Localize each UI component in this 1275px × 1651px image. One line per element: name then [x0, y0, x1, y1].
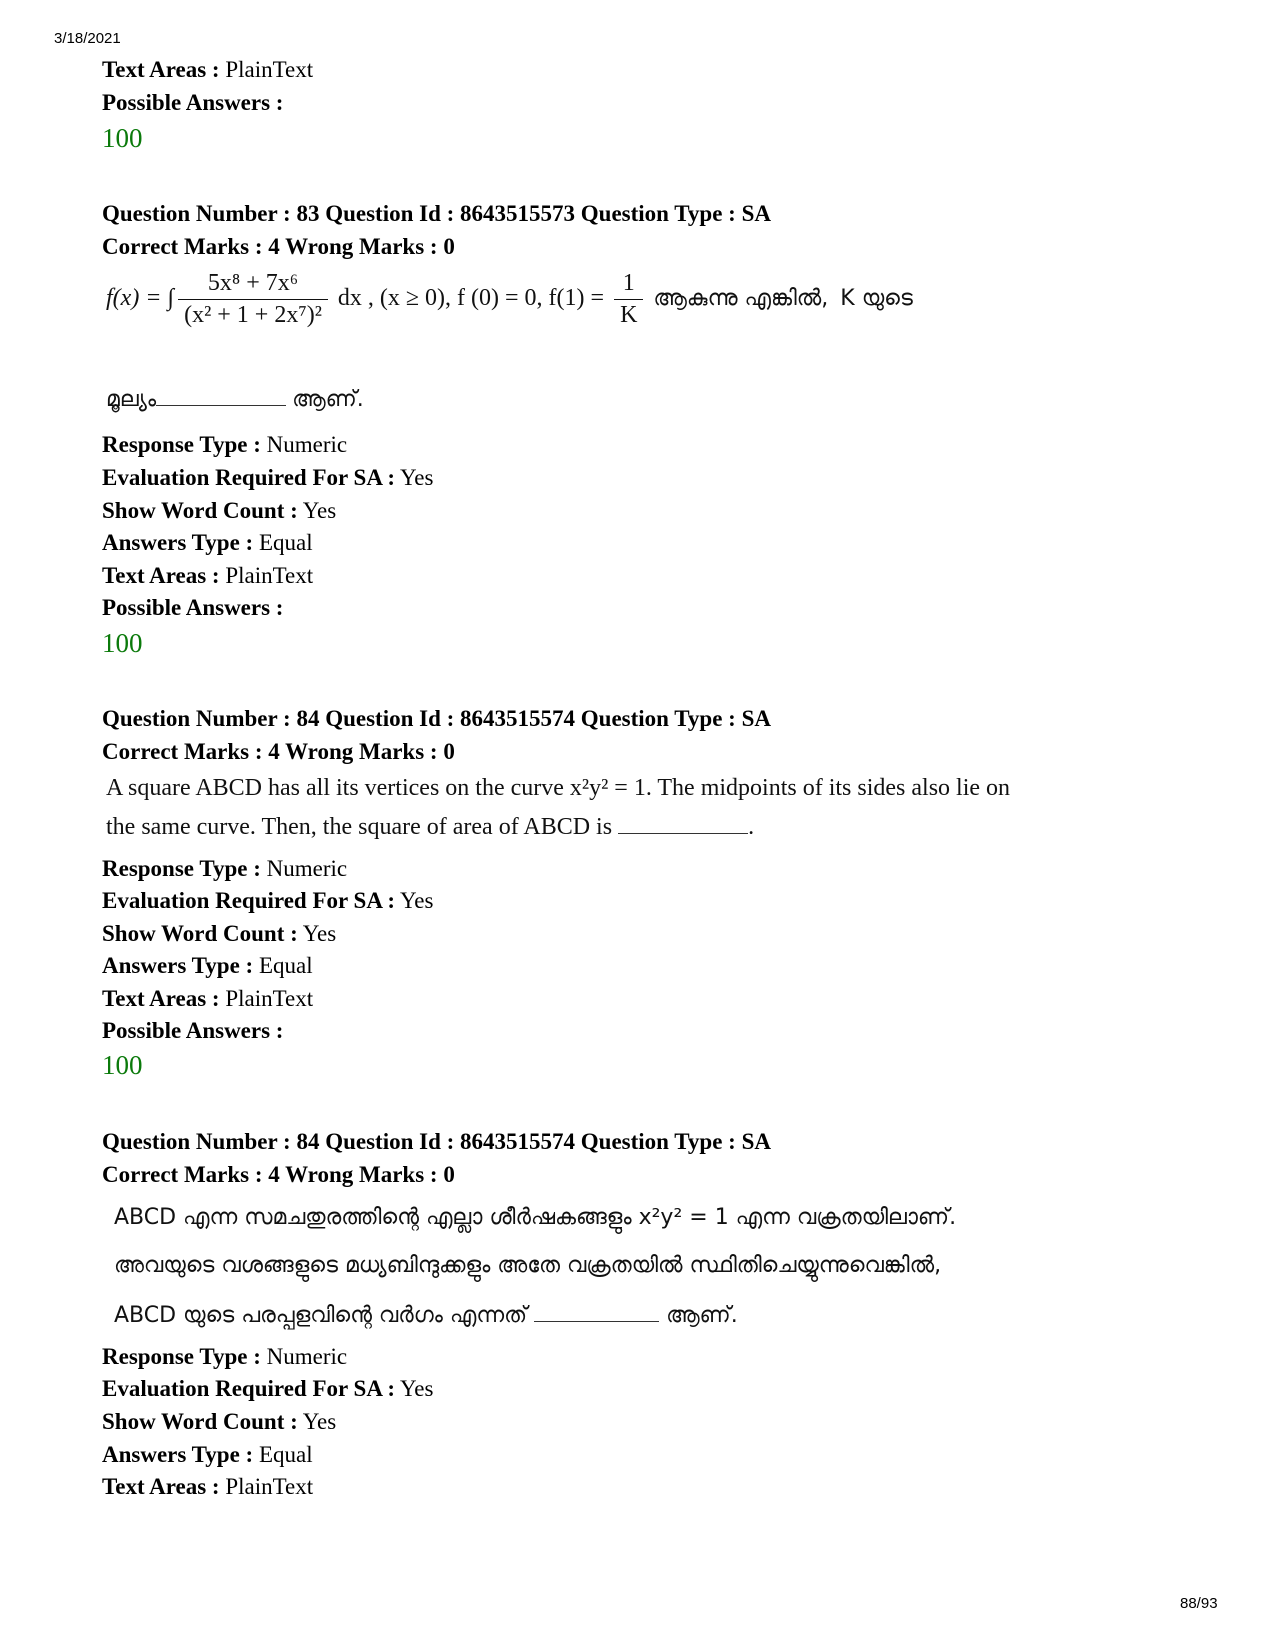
- value: PlainText: [225, 1474, 314, 1499]
- top-text-areas-row: [102, 56, 313, 84]
- q83-k-text: K യുടെ: [840, 286, 913, 312]
- q83-eval-required: [102, 464, 433, 492]
- q84b-line3-row: [114, 1301, 738, 1328]
- q83-ml-tail: ആകുന്നു എങ്കിൽ,: [653, 286, 829, 312]
- q84b-eval-required: [102, 1375, 433, 1403]
- q84a-possible-answer: 100: [102, 1050, 143, 1080]
- q84a-line1: A square ABCD has all its vertices on the curve x²y² = 1. The midpoints of its sides also lie on: [106, 775, 1011, 801]
- q84b-line3-b: ആണ്.: [666, 1303, 738, 1328]
- label: Text Areas :: [102, 563, 220, 588]
- q83-header: Question Number : 83 Question Id : 8643515573 Question Type : SA: [102, 201, 771, 226]
- value: PlainText: [225, 986, 314, 1011]
- q83-ml-a: മൂല്യം: [106, 387, 157, 412]
- label: Text Areas :: [102, 1474, 220, 1499]
- q83-question-line2: [106, 385, 364, 413]
- q83-possible-answers-label: [102, 594, 283, 622]
- q84a-marks: Correct Marks : 4 Wrong Marks : 0: [102, 739, 455, 764]
- q84a-line2-row: the same curve. Then, the square of area of ABCD is .: [106, 814, 755, 840]
- q84b-show-word-count: [102, 1408, 336, 1436]
- value: Yes: [302, 921, 337, 946]
- q83-frac-num: 1: [614, 270, 643, 300]
- page-number: 88/93: [1180, 1595, 1218, 1612]
- q83-lhs: f(x) = ∫: [106, 285, 175, 312]
- value: Yes: [400, 888, 434, 913]
- q83-one-over-k: [614, 270, 643, 329]
- q84b-answers-type: [102, 1441, 313, 1469]
- value: Equal: [258, 1442, 313, 1467]
- value: Yes: [400, 1376, 434, 1401]
- q83-blank: [156, 385, 286, 406]
- label: Text Areas :: [102, 57, 220, 82]
- value: Numeric: [266, 1344, 348, 1369]
- q84b-line3-a: ABCD യുടെ പരപ്പളവിന്റെ വർഗം എന്നത്: [114, 1303, 528, 1328]
- label: Evaluation Required For SA :: [102, 465, 396, 490]
- label: Answers Type :: [102, 530, 254, 555]
- q84b-line1: ABCD എന്ന സമചതുരത്തിന്റെ എല്ലാ ശീർഷകങ്ങളും x²y² = 1 എന്ന വക്രതയിലാണ്.: [114, 1205, 957, 1230]
- q83-frac-den: K: [620, 302, 638, 328]
- label: Answers Type :: [102, 1442, 254, 1467]
- q84a-response-type: [102, 855, 347, 883]
- value: Yes: [302, 498, 337, 523]
- q83-numerator: 5x⁸ + 7x⁶: [178, 270, 328, 300]
- label: Response Type :: [102, 432, 261, 457]
- label: Possible Answers :: [102, 595, 284, 620]
- q84a-possible-answers-label: [102, 1017, 283, 1045]
- value: Numeric: [266, 856, 348, 881]
- q83-possible-answer: 100: [102, 628, 143, 658]
- q84b-marks: Correct Marks : 4 Wrong Marks : 0: [102, 1162, 455, 1187]
- value: Yes: [302, 1409, 337, 1434]
- label: Show Word Count :: [102, 1409, 298, 1434]
- value: Yes: [400, 465, 434, 490]
- value: PlainText: [225, 57, 314, 82]
- label: Show Word Count :: [102, 921, 298, 946]
- top-possible-answer: 100: [102, 123, 143, 153]
- q84a-line2: the same curve. Then, the square of area of ABCD is: [106, 814, 613, 840]
- q84b-header: Question Number : 84 Question Id : 8643515574 Question Type : SA: [102, 1129, 771, 1154]
- value: Equal: [258, 953, 313, 978]
- value: Equal: [258, 530, 313, 555]
- label: Response Type :: [102, 856, 261, 881]
- q84b-text-areas: [102, 1473, 313, 1501]
- q83-question-image: [106, 270, 913, 329]
- value: Numeric: [266, 432, 348, 457]
- q83-answers-type: [102, 529, 313, 557]
- q83-integrand: [178, 270, 328, 329]
- q84b-response-type: [102, 1343, 347, 1371]
- q84a-show-word-count: [102, 920, 336, 948]
- q83-denominator: (x² + 1 + 2x⁷)²: [184, 302, 322, 328]
- label: Evaluation Required For SA :: [102, 888, 396, 913]
- q83-marks: Correct Marks : 4 Wrong Marks : 0: [102, 234, 455, 259]
- print-date: 3/18/2021: [54, 30, 121, 47]
- label: Response Type :: [102, 1344, 261, 1369]
- top-possible-answers-label: [102, 89, 283, 117]
- label: Text Areas :: [102, 986, 220, 1011]
- label: Possible Answers :: [102, 90, 284, 115]
- q84a-text-areas: [102, 985, 313, 1013]
- q84a-answers-type: [102, 952, 313, 980]
- q84b-blank: [534, 1301, 659, 1322]
- q84a-eval-required: [102, 887, 433, 915]
- q83-response-type: [102, 431, 347, 459]
- q83-ml-b: ആണ്.: [292, 387, 364, 412]
- q84a-header: Question Number : 84 Question Id : 8643515574 Question Type : SA: [102, 706, 771, 731]
- q84b-line2: അവയുടെ വശങ്ങളുടെ മധ്യബിന്ദുക്കളും അതേ വക്രതയിൽ സ്ഥിതിചെയ്യുന്നുവെങ്കിൽ,: [114, 1253, 942, 1278]
- q83-text-areas: [102, 562, 313, 590]
- q83-mid: dx , (x ≥ 0), f (0) = 0, f(1) =: [337, 285, 605, 312]
- label: Answers Type :: [102, 953, 254, 978]
- q83-show-word-count: [102, 497, 336, 525]
- q84a-blank: [618, 813, 748, 834]
- label: Show Word Count :: [102, 498, 298, 523]
- value: PlainText: [225, 563, 314, 588]
- label: Evaluation Required For SA :: [102, 1376, 396, 1401]
- label: Possible Answers :: [102, 1018, 284, 1043]
